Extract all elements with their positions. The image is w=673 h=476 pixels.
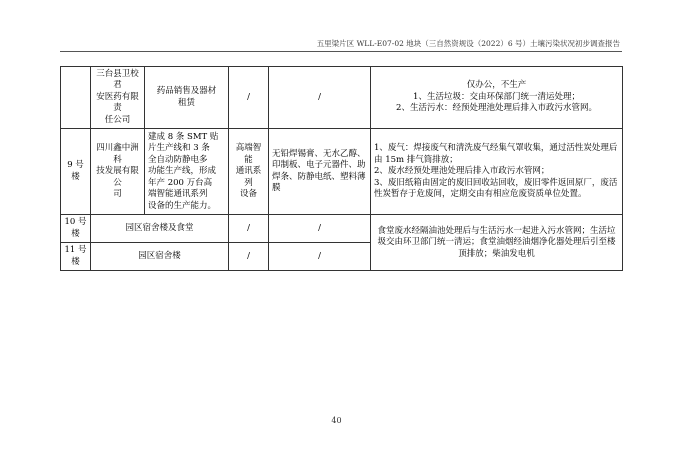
floor-cell: 9 号 楼 xyxy=(61,129,91,215)
materials-cell: / xyxy=(269,215,371,243)
enterprise-table xyxy=(60,66,623,271)
production-cell: 药品销售及器材 租赁 xyxy=(145,67,229,129)
company-cell: 四川鑫中洲科 技发展有限公 司 xyxy=(91,129,145,215)
page-number: 40 xyxy=(331,416,342,425)
page-header: 五里梁片区 WLL-E07-02 地块（三自然资规设（2022）6 号）土壤污染状况初步调查报告 xyxy=(316,39,620,48)
floor-cell: 10 号 楼 xyxy=(61,215,91,243)
production-cell: 建成 8 条 SMT 贴 片生产线和 3 条 全自动防静电多 功能生产线，形成 年产 200 万台高 端智能通讯系列 设备的生产能力。 xyxy=(145,129,229,215)
table-row xyxy=(61,67,623,129)
floor-cell xyxy=(61,67,91,129)
pollution-cell: 仅办公，不生产 1、生活垃圾：交由环保部门统一清运处理； 2、生活污水：经预处理池处理后排入市政污水管网。 xyxy=(371,67,623,129)
company-cell: 园区宿舍楼 xyxy=(91,243,229,271)
table-row xyxy=(61,215,623,243)
product-cell: / xyxy=(229,67,269,129)
floor-cell: 11 号 楼 xyxy=(61,243,91,271)
materials-cell: 无铅焊锡膏、无水乙醇、 印制板、电子元器件、助 焊条、防静电纸、塑料薄 膜 xyxy=(269,129,371,215)
company-cell: 三台县卫校君 安医药有限责 任公司 xyxy=(91,67,145,129)
product-cell: / xyxy=(229,215,269,243)
pollution-cell: 食堂废水经隔油池处理后与生活污水一起进入污水管网；生活垃圾交由环卫部门统一清运；食堂油烟经油烟净化器处理后引至楼顶排放；柴油发电机 xyxy=(371,215,623,271)
materials-cell: / xyxy=(269,243,371,271)
table-row xyxy=(61,129,623,215)
materials-cell: / xyxy=(269,67,371,129)
product-cell: / xyxy=(229,243,269,271)
product-cell: 高端智能 通讯系列 设备 xyxy=(229,129,269,215)
company-cell: 园区宿舍楼及食堂 xyxy=(91,215,229,243)
pollution-cell: 1、废气：焊接废气和清洗废气经集气罩收集，通过活性炭处理后由 15m 排气筒排放； 2、废水经预处理池处理后排入市政污水管网； 3、废旧纸箱由固定的废旧回收站回收，废旧零件返回原厂，废活性炭暂存于危废间，定期交由有相应危废资质单位处置。 xyxy=(371,129,623,215)
header-rule xyxy=(60,51,622,52)
